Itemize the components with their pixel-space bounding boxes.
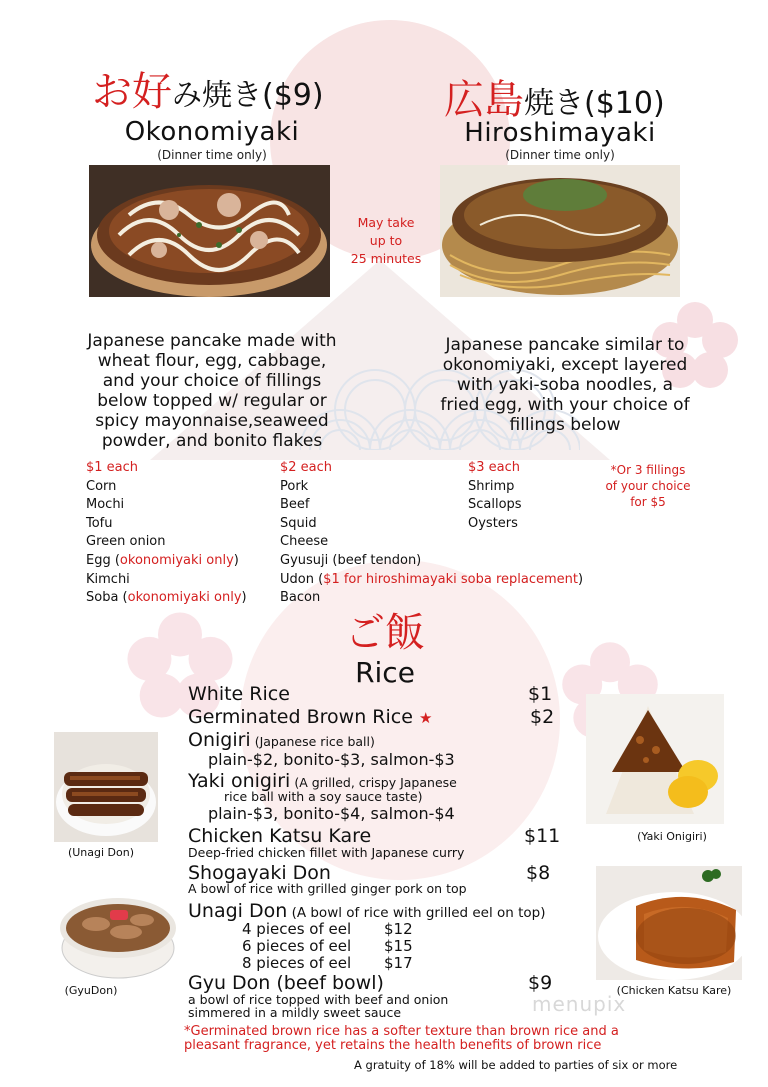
unagi-option-label: 8 pieces of eel <box>242 954 352 972</box>
shogayaki-name: Shogayaki Don <box>188 862 331 884</box>
filling-item <box>280 571 583 590</box>
desc-line: spicy mayonnaise,seaweed <box>95 411 329 431</box>
white-rice-name: White Rice <box>188 683 290 705</box>
filling-item <box>86 589 247 608</box>
filling-restriction: okonomiyaki only <box>127 590 242 606</box>
filling-item: Bacon <box>280 590 321 606</box>
watermark-logo: menupix <box>532 992 627 1016</box>
desc-line: and your choice of fillings <box>102 371 322 391</box>
star-icon: ★ <box>418 709 433 727</box>
white-rice-price: $1 <box>528 683 553 705</box>
deal-line: for $5 <box>630 495 666 509</box>
filling-text: ) <box>241 590 247 606</box>
gyu-don-price: $9 <box>528 972 553 994</box>
yaki-onigiri-name: Yaki onigiri <box>188 770 291 792</box>
okonomiyaki-photo <box>89 165 330 297</box>
wait-note-line: up to <box>369 233 403 248</box>
brown-rice-name: Germinated Brown Rice <box>188 706 413 728</box>
wait-note-line: May take <box>357 215 415 230</box>
footnote-line: *Germinated brown rice has a softer texture than brown rice and a <box>184 1024 619 1039</box>
fillings-deal-note <box>592 462 704 510</box>
desc-line: below topped w/ regular or <box>97 391 327 411</box>
hiroshimayaki-jp-red: 広島 <box>444 77 524 123</box>
unagi-don-photo <box>54 732 158 842</box>
wait-note-line: 25 minutes <box>350 251 422 266</box>
gratuity-note: A gratuity of 18% will be added to parties of six or more <box>354 1058 678 1072</box>
hiroshimayaki-photo <box>440 165 680 297</box>
filling-item: Scallops <box>468 497 522 513</box>
yaki-onigiri-prices: plain-$3, bonito-$4, salmon-$4 <box>208 804 455 823</box>
desc-line: fried egg, with your choice of <box>440 395 690 415</box>
filling-text: Udon ( <box>280 571 324 587</box>
filling-text: Egg ( <box>86 552 120 568</box>
rice-jp-title: ご飯 <box>345 610 425 656</box>
brown-rice-line <box>188 706 432 729</box>
okonomiyaki-jp-red: お好 <box>92 69 172 115</box>
unagi-option-label: 6 pieces of eel <box>242 937 352 955</box>
desc-line: Japanese pancake similar to <box>445 335 685 355</box>
hiroshimayaki-jp-black: 焼き($10) <box>524 86 665 121</box>
okonomiyaki-jp-title <box>92 70 324 118</box>
desc-line: wheat flour, egg, cabbage, <box>97 351 327 371</box>
yaki-onigiri-photo <box>586 694 724 824</box>
okonomiyaki-title: Okonomiyaki <box>124 117 300 147</box>
onigiri-prices: plain-$2, bonito-$3, salmon-$3 <box>208 750 455 769</box>
filling-item: Squid <box>280 515 317 531</box>
katsu-kare-name: Chicken Katsu Kare <box>188 825 372 847</box>
okonomiyaki-description <box>72 331 352 451</box>
unagi-option <box>242 954 351 972</box>
desc-line: powder, and bonito flakes <box>101 431 323 451</box>
deal-line: of your choice <box>605 479 691 493</box>
wait-time-note <box>340 214 432 268</box>
footnote-line: pleasant fragrance, yet retains the health benefits of brown rice <box>184 1038 602 1053</box>
unagi-don-caption: (Unagi Don) <box>67 846 135 859</box>
hiroshimayaki-title: Hiroshimayaki <box>464 118 656 148</box>
filling-item <box>86 552 247 571</box>
brown-rice-footnote <box>184 1025 619 1053</box>
hiroshimayaki-description <box>420 335 710 435</box>
katsu-kare-price: $11 <box>524 825 561 847</box>
hiroshimayaki-note: (Dinner time only) <box>505 148 615 162</box>
filling-item: Pork <box>280 478 309 494</box>
filling-restriction: $1 for hiroshimayaki soba replacement <box>323 571 579 587</box>
rice-title: Rice <box>355 656 415 689</box>
fillings-header: $1 each <box>86 460 139 475</box>
filling-item: Kimchi <box>86 571 130 587</box>
unagi-option-price: $17 <box>384 954 413 972</box>
unagi-option <box>242 937 351 955</box>
yaki-onigiri-sub: (A grilled, crispy Japanese <box>290 775 457 790</box>
shogayaki-desc: A bowl of rice with grilled ginger pork on top <box>188 881 467 896</box>
filling-item: Tofu <box>86 515 113 531</box>
deal-line: *Or 3 fillings <box>610 463 686 477</box>
filling-item: Green onion <box>86 534 166 550</box>
katsu-kare-caption: (Chicken Katsu Kare) <box>616 984 732 997</box>
filling-item: Shrimp <box>468 478 515 494</box>
filling-item: Mochi <box>86 497 125 513</box>
okonomiyaki-jp-black: み焼き($9) <box>172 78 324 113</box>
filling-item: Oysters <box>468 515 518 531</box>
filling-item: Cheese <box>280 534 329 550</box>
okonomiyaki-note: (Dinner time only) <box>157 148 267 162</box>
shogayaki-price: $8 <box>526 862 551 884</box>
unagi-option-price: $15 <box>384 937 413 955</box>
filling-item: Beef <box>280 497 310 513</box>
onigiri-line <box>188 729 375 751</box>
yaki-onigiri-caption: (Yaki Onigiri) <box>637 830 707 843</box>
gyudon-photo <box>56 884 180 980</box>
onigiri-sub: (Japanese rice ball) <box>250 734 375 749</box>
unagi-option-label: 4 pieces of eel <box>242 920 352 938</box>
katsu-kare-desc: Deep-fried chicken fillet with Japanese curry <box>188 845 465 860</box>
filling-text: ) <box>578 571 584 587</box>
desc-line: with yaki-soba noodles, a <box>456 375 674 395</box>
filling-item: Corn <box>86 478 117 494</box>
brown-rice-price: $2 <box>530 706 555 728</box>
unagi-option-price: $12 <box>384 920 413 938</box>
onigiri-name: Onigiri <box>188 729 251 751</box>
desc-line: Japanese pancake made with <box>87 331 337 351</box>
gyu-don-name: Gyu Don (beef bowl) <box>188 972 384 994</box>
desc-line: okonomiyaki, except layered <box>442 355 688 375</box>
unagi-option <box>242 920 351 938</box>
filling-item: Gyusuji (beef tendon) <box>280 552 422 568</box>
fillings-header: $3 each <box>468 460 521 475</box>
filling-restriction: okonomiyaki only <box>119 552 234 568</box>
unagi-don-sub: (A bowl of rice with grilled eel on top) <box>287 905 546 921</box>
katsu-kare-photo <box>596 866 742 980</box>
yaki-onigiri-sub2: rice ball with a soy sauce taste) <box>224 789 423 804</box>
desc-line: fillings below <box>509 415 621 435</box>
fillings-col-1 <box>86 459 247 608</box>
gyu-don-desc: simmered in a mildly sweet sauce <box>188 1005 402 1020</box>
gyu-don-desc: a bowl of rice topped with beef and onion <box>188 992 449 1007</box>
filling-text: ) <box>233 552 239 568</box>
unagi-don-line <box>188 900 546 922</box>
fillings-col-2 <box>280 459 583 608</box>
fillings-col-3 <box>468 459 522 533</box>
unagi-don-name: Unagi Don <box>188 900 288 922</box>
fillings-header: $2 each <box>280 460 333 475</box>
gyudon-caption: (GyuDon) <box>64 984 118 997</box>
filling-text: Soba ( <box>86 590 128 606</box>
